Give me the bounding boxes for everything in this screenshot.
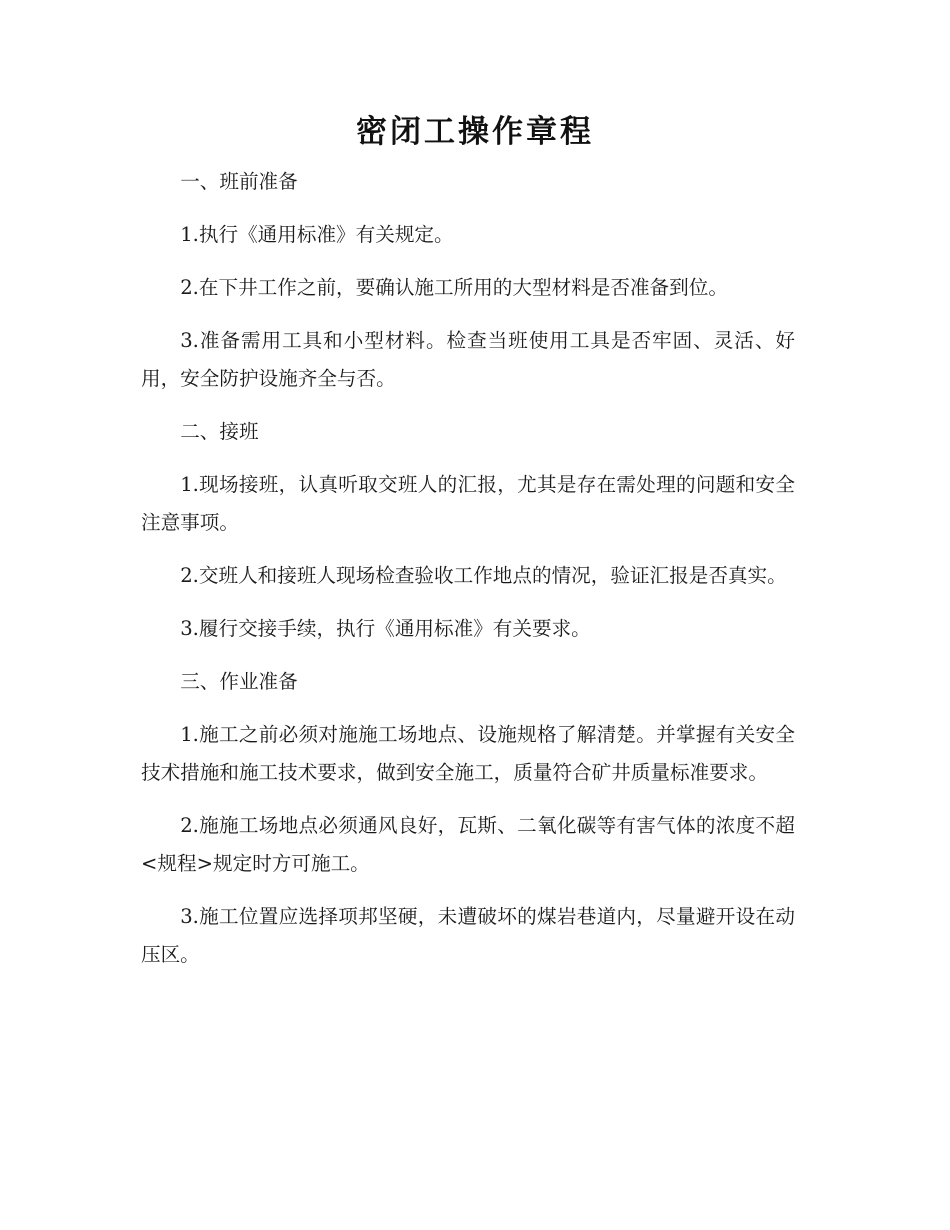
paragraph: 1.现场接班，认真听取交班人的汇报，尤其是存在需处理的问题和安全注意事项。 xyxy=(141,473,795,534)
paragraph: 2.在下井工作之前，要确认施工所用的大型材料是否准备到位。 xyxy=(180,276,728,299)
paragraph: 1.施工之前必须对施施工场地点、设施规格了解清楚。并掌握有关安全技术措施和施工技术要求，做到安全施工，质量符合矿井质量标准要求。 xyxy=(141,723,795,784)
paragraph: 2.交班人和接班人现场检查验收工作地点的情况，验证汇报是否真实。 xyxy=(180,564,787,587)
paragraph: 3.施工位置应选择项邦坚硬，未遭破坏的煤岩巷道内，尽量避开设在动压区。 xyxy=(141,905,795,966)
document-title: 密闭工操作章程 xyxy=(356,114,594,150)
paragraph: 1.执行《通用标准》有关规定。 xyxy=(180,223,454,246)
paragraph: 3.准备需用工具和小型材料。检查当班使用工具是否牢固、灵活、好用，安全防护设施齐全与否。 xyxy=(141,329,795,390)
section-heading-1: 一、班前准备 xyxy=(180,170,298,193)
section-heading-3: 三、作业准备 xyxy=(180,670,298,693)
document-body xyxy=(141,163,795,974)
section-heading-2: 二、接班 xyxy=(180,420,259,443)
paragraph: 3.履行交接手续，执行《通用标准》有关要求。 xyxy=(180,617,591,640)
paragraph: 2.施施工场地点必须通风良好，瓦斯、二氧化碳等有害气体的浓度不超<规程>规定时方可施工。 xyxy=(141,814,795,875)
